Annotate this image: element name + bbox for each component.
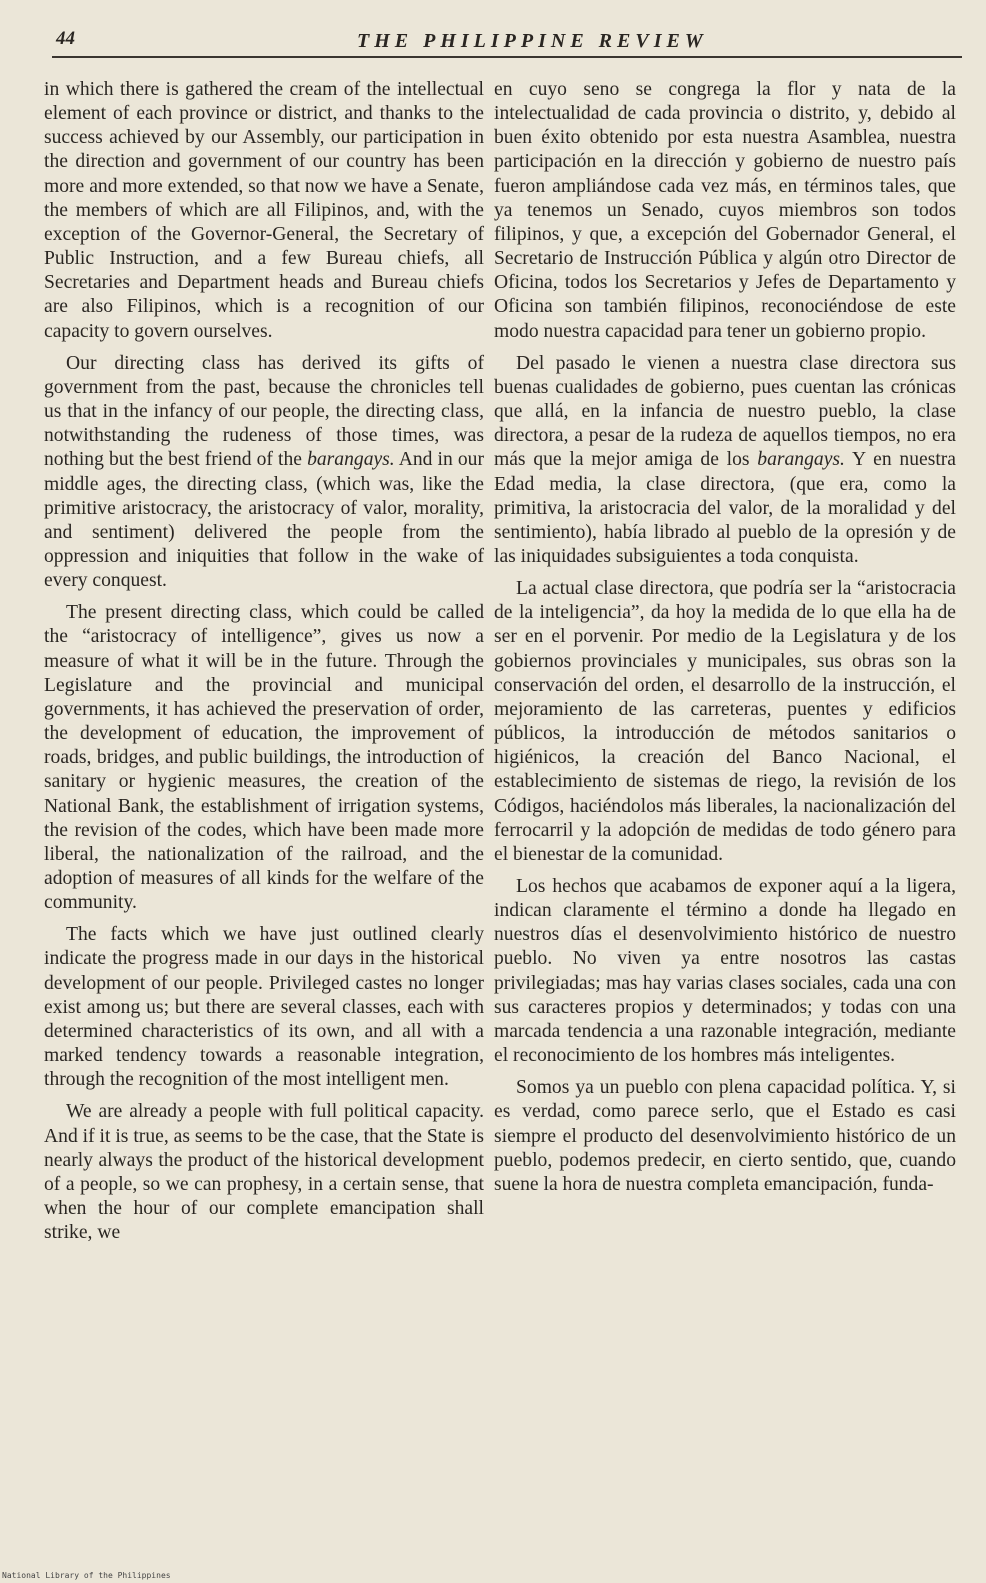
spanish-paragraph-2-text-b: Y en nuestra Edad media, la clase directora, (que era, como la primitiva, la aristocracia del valor, de la moralidad y del sentimiento), había librado al pueblo de la opresión y de las iniquidades subsiguientes a toda conquista. <box>494 449 956 567</box>
spanish-column <box>494 78 956 1205</box>
spanish-paragraph-2-text-a: Del pasado le vienen a nuestra clase directora sus buenas cualidades de gobierno, pues cuentan las crónicas que allá, en la infancia de nuestro pueblo, la clase directora, a pesar de la rudeza de aquellos tiempos, no era más que la mejor amiga de los <box>494 352 956 471</box>
page-number: 44 <box>56 28 75 49</box>
english-paragraph-2-text-b: And in our middle ages, the directing class, (which was, like the primitive aristocracy, the aristocracy of valor, morality, and sentiment) delivered the people from the oppression and iniquities that follow in the wake of every conquest. <box>44 449 485 592</box>
english-paragraph-2 <box>44 352 484 594</box>
english-paragraph-1: in which there is gathered the cream of the intellectual element of each province or district, and thanks to the success achieved by our Assembly, our participation in the direction and government of our country has been more and more extended, so that now we have a Senate, the members of which are all Filipinos, and, with the exception of the Governor-General, the Secretary of Public Instruction, and a few Bureau chiefs, all Secretaries and Department heads and Bureau chiefs are also Filipinos, which is a recognition of our capacity to govern ourselves. <box>44 79 484 342</box>
page-header <box>52 26 962 58</box>
english-paragraph-2-italic-term: barangays. <box>307 449 395 471</box>
spanish-paragraph-2-italic-term: barangays. <box>757 449 845 471</box>
spanish-paragraph-4: Los hechos que acabamos de exponer aquí a la ligera, indican claramente el término a donde ha llegado en nuestros días el desenvolvimiento histórico de nuestro pueblo. No viven ya entre nosotros las castas privilegiadas; mas hay varias clases sociales, cada una con sus caracteres propios y determinados; y todas con una marcada tendencia a una razonable integración, mediante el reconocimiento de los hombres más inteligentes. <box>494 876 956 1067</box>
english-column <box>44 78 484 1253</box>
english-paragraph-2-text-a: Our directing class has derived its gifts of government from the past, because the chronicles tell us that in the infancy of our people, the directing class, notwithstanding the rudeness of those times, was nothing but the best friend of the <box>44 352 484 471</box>
english-paragraph-4: The facts which we have just outlined clearly indicate the progress made in our days in the historical development of our people. Privileged castes no longer exist among us; but there are several classes, each with determined characteristics of its own, and all with a marked tendency towards a reasonable integration, through the recognition of the most intelligent men. <box>44 924 484 1091</box>
spanish-paragraph-1: en cuyo seno se congrega la flor y nata de la intelectualidad de cada provincia o distrito, y, debido al buen éxito obtenido por esta nuestra Asamblea, nuestra participación en la dirección y gobierno de nuestro país fueron ampliándose cada vez más, en términos tales, que ya tenemos un Senado, cuyos miembros son todos filipinos, y que, a excepción del Gobernador General, el Secretario de Instrucción Pública y algún otro Director de Oficina, todos los Secretarios y Jefes de Departamento y Oficina son también filipinos, reconociéndose de este modo nuestra capacidad para tener un gobierno propio. <box>494 79 956 342</box>
spanish-paragraph-5: Somos ya un pueblo con plena capacidad política. Y, si es verdad, como parece serlo, que el Estado es casi siempre el producto del desenvolvimiento histórico de un pueblo, podemos predecir, en cierto sentido, que, cuando suene la hora de nuestra completa emancipación, funda- <box>494 1077 956 1195</box>
journal-title: THE PHILIPPINE REVIEW <box>357 30 708 52</box>
english-paragraph-5: We are already a people with full political capacity. And if it is true, as seems to be the case, that the State is nearly always the product of the historical development of a people, so we can prophesy, in a certain sense, that when the hour of our complete emancipation shall strike, we <box>44 1101 484 1244</box>
spanish-paragraph-3: La actual clase directora, que podría ser la “aristocracia de la inteligencia”, da hoy la medida de lo que ella ha de ser en el porvenir. Por medio de la Legislatura y de los gobiernos provinciales y municipales, sus obras son la conservación del orden, el desarrollo de la instrucción, el mejoramiento de las carreteras, puentes y edificios públicos, la introducción de métodos sanitarios o higiénicos, la creación del Banco Nacional, el establecimiento de sistemas de riego, la revisión de los Códigos, haciéndolos más liberales, la nacionalización del ferrocarril y la adopción de medidas de todo género para el bienestar de la comunidad. <box>494 578 956 865</box>
spanish-paragraph-2 <box>494 352 956 569</box>
english-paragraph-3: The present directing class, which could be called the “aristocracy of intelligence”, gives us now a measure of what it will be in the future. Through the Legislature and the provincial and municipal governments, it has achieved the preservation of order, the development of education, the improvement of roads, bridges, and public buildings, the introduction of sanitary or hygienic measures, the creation of the National Bank, the establishment of irrigation systems, the revision of the codes, which have been made more liberal, the nationalization of the railroad, and the adoption of measures of all kinds for the welfare of the community. <box>44 602 484 914</box>
library-credit: National Library of the Philippines <box>2 1571 171 1580</box>
